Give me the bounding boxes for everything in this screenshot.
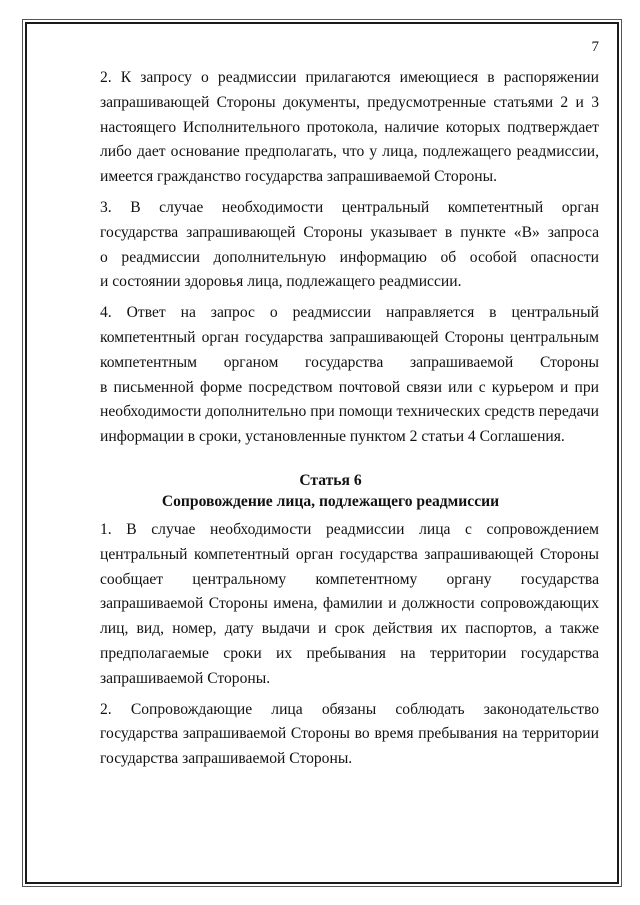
text-line: компетентным органом государства запрашиваемой Стороны bbox=[100, 353, 599, 371]
text-line: 3. В случае необходимости центральный компетентный орган bbox=[100, 198, 599, 216]
text-line: 2. Сопровождающие лица обязаны соблюдать законодательство bbox=[100, 700, 599, 718]
text-line: государства запрашиваемой Стороны во время пребывания на территории bbox=[100, 725, 599, 743]
text-line: 2. К запросу о реадмиссии прилагаются имеющиеся в распоряжении bbox=[100, 69, 599, 86]
text-line: 1. В случае необходимости реадмиссии лица с сопровождением bbox=[100, 520, 599, 538]
text-line: сообщает центральному компетентному органу государства bbox=[100, 570, 599, 588]
text-line: о реадмиссии дополнительную информацию об особой опасности bbox=[100, 248, 599, 266]
text-line: предполагаемые сроки их пребывания на территории государства bbox=[100, 644, 599, 662]
text-line: настоящего Исполнительного протокола, наличие которых подтверждает bbox=[100, 118, 599, 136]
paragraph-6-2 bbox=[62, 698, 599, 772]
article-number: Статья 6 bbox=[299, 471, 362, 489]
text-line: запрашиваемой Стороны. bbox=[100, 669, 271, 687]
text-line: центральный компетентный орган государства запрашивающей Стороны bbox=[100, 545, 599, 563]
text-line: компетентный орган государства запрашивающей Стороны центральным bbox=[100, 328, 599, 346]
text-line: государства запрашиваемой Стороны. bbox=[100, 750, 353, 768]
text-line: 4. Ответ на запрос о реадмиссии направляется в центральный bbox=[100, 304, 599, 322]
text-line: имеется гражданство государства запрашиваемой Стороны. bbox=[100, 168, 498, 186]
paragraph-5-4 bbox=[62, 301, 599, 450]
document-body bbox=[62, 66, 599, 778]
text-line: государства запрашивающей Стороны указывает в пункте «В» запроса bbox=[100, 223, 599, 241]
article-6-heading bbox=[62, 470, 599, 512]
text-line: и состоянии здоровья лица, подлежащего реадмиссии. bbox=[100, 273, 462, 291]
paragraph-5-2 bbox=[62, 66, 599, 190]
paragraph-6-1 bbox=[62, 518, 599, 692]
paragraph-5-3 bbox=[62, 196, 599, 295]
text-line: в письменной форме посредством почтовой связи или с курьером и при bbox=[100, 378, 599, 396]
text-line: запрашивающей Стороны документы, предусмотренные статьями 2 и 3 bbox=[100, 93, 599, 111]
text-line: запрашиваемой Стороны имена, фамилии и должности сопровождающих bbox=[100, 595, 599, 613]
page-number: 7 bbox=[591, 39, 599, 55]
text-line: информации в сроки, установленные пунктом 2 статьи 4 Соглашения. bbox=[100, 428, 565, 446]
text-line: необходимости дополнительно при помощи технических средств передачи bbox=[100, 403, 599, 421]
text-line: лиц, вид, номер, дату выдачи и срок действия их паспортов, а также bbox=[100, 620, 599, 638]
text-line: либо дает основание предполагать, что у лица, подлежащего реадмиссии, bbox=[100, 143, 599, 161]
article-title: Сопровождение лица, подлежащего реадмиссии bbox=[161, 492, 500, 510]
